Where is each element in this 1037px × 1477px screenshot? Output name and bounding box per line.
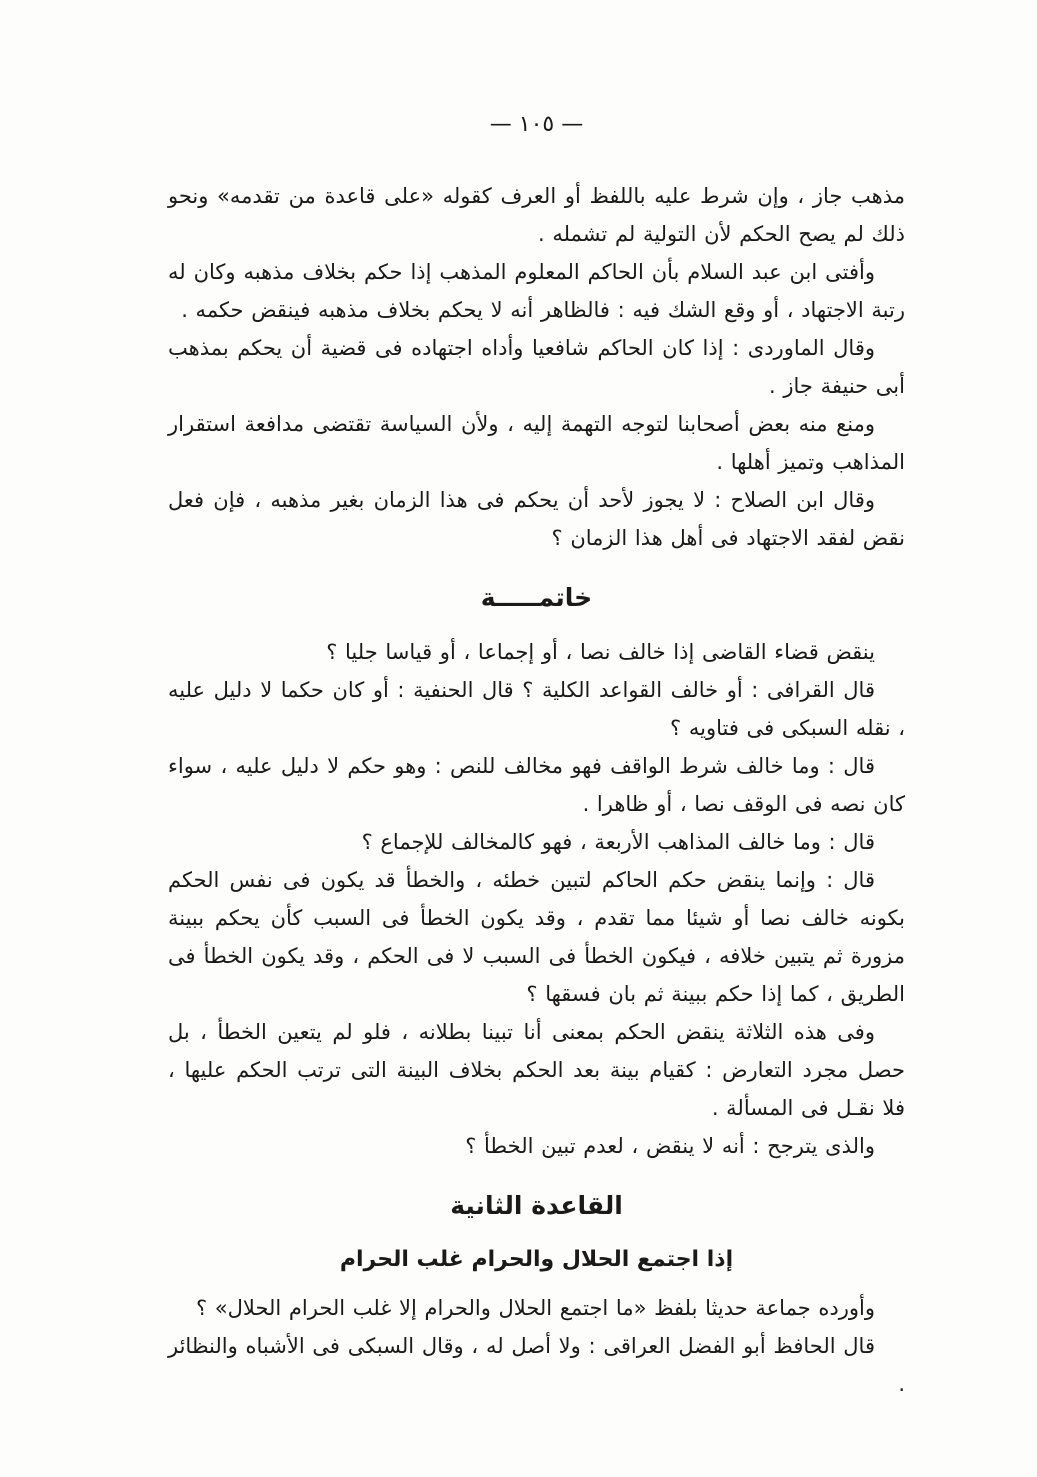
paragraph: قال : وإنما ينقض حكم الحاكم لتبين خطئه ، والخطأ قد يكون فى نفس الحكم بكونه خالف نصا أو شيئا مما تقدم ، وقد يكون الخطأ فى السبب كأن يحكم ببينة مزورة ثم يتبين خلافه ، فيكون الخطأ فى السبب لا فى الحكم ، وقد يكون الخطأ فى الطريق ، كما إذا حكم ببينة ثم بان فسقها ؟ xyxy=(168,868,905,1006)
paragraph: قال الحافظ أبو الفضل العراقى : ولا أصل له ، وقال السبكى فى الأشباه والنظائر . xyxy=(168,1334,905,1396)
paragraph: وأورده جماعة حديثا بلفظ «ما اجتمع الحلال والحرام إلا غلب الحرام الحلال» ؟ xyxy=(195,1296,875,1320)
main-text-column xyxy=(168,177,905,1403)
page-number: — ١٠٥ — xyxy=(489,112,584,137)
paragraph: وفى هذه الثلاثة ينقض الحكم بمعنى أنا تبينا بطلانه ، فلو لم يتعين الخطأ ، بل حصل مجرد التعارض : كقيام بينة بعد الحكم بخلاف البينة التى ترتب الحكم عليها ، فلا نقـل فى المسألة . xyxy=(168,1020,905,1120)
paragraph: ينقض قضاء القاضى إذا خالف نصا ، أو إجماعا ، أو قياسا جليا ؟ xyxy=(326,640,875,664)
paragraph: وقال ابن الصلاح : لا يجوز لأحد أن يحكم فى هذا الزمان بغير مذهبه ، فإن فعل نقض لفقد الاجتهاد فى أهل هذا الزمان ؟ xyxy=(168,488,905,550)
paragraph: قال القرافى : أو خالف القواعد الكلية ؟ قال الحنفية : أو كان حكما لا دليل عليه ، نقله السبكى فى فتاويه ؟ xyxy=(168,678,905,740)
section-heading-conclusion: خاتمـــــة xyxy=(480,583,593,612)
paragraph: وأفتى ابن عبد السلام بأن الحاكم المعلوم المذهب إذا حكم بخلاف مذهبه وكان له رتبة الاجتهاد ، أو وقع الشك فيه : فالظاهر أنه لا يحكم بخلاف مذهبه فينقض حكمه . xyxy=(168,260,905,322)
paragraph: والذى يترجح : أنه لا ينقض ، لعدم تبين الخطأ ؟ xyxy=(465,1134,875,1158)
section-heading-second-rule: القاعدة الثانية xyxy=(450,1191,623,1220)
paragraph: وقال الماوردى : إذا كان الحاكم شافعيا وأداه اجتهاده فى قضية أن يحكم بمذهب أبى حنيفة جاز . xyxy=(168,336,905,398)
rule-statement-heading: إذا اجتمع الحلال والحرام غلب الحرام xyxy=(339,1247,734,1272)
paragraph: ومنع منه بعض أصحابنا لتوجه التهمة إليه ، ولأن السياسة تقتضى مدافعة استقرار المذاهب وتميز أهلها . xyxy=(168,412,905,474)
paragraph: مذهب جاز ، وإن شرط عليه باللفظ أو العرف كقوله «على قاعدة من تقدمه» ونحو ذلك لم يصح الحكم لأن التولية لم تشمله . xyxy=(168,184,905,246)
paragraph: قال : وما خالف المذاهب الأربعة ، فهو كالمخالف للإجماع ؟ xyxy=(361,830,875,854)
paragraph: قال : وما خالف شرط الواقف فهو مخالف للنص : وهو حكم لا دليل عليه ، سواء كان نصه فى الوقف نصا ، أو ظاهرا . xyxy=(168,754,905,816)
